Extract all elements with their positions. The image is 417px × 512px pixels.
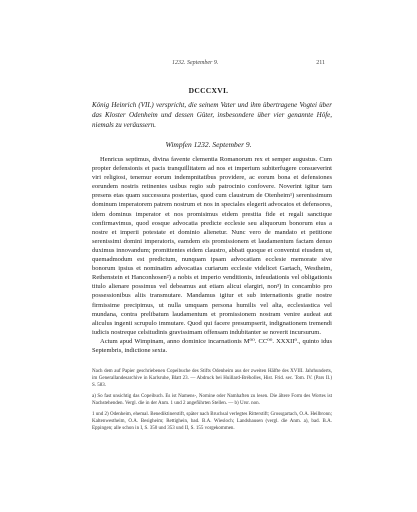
running-head-text: 1232. September 9. xyxy=(172,60,219,66)
footnotes xyxy=(92,368,332,436)
regest-summary: König Heinrich (VII.) verspricht, die seinem Vater und ihm übertragene Vogtei über das Kloster Odenheim und dessen Güter, insbesondere über vier genannte Höfe, niemals zu veräussern. xyxy=(92,101,332,129)
charter-text xyxy=(92,155,332,355)
charter-paragraph: Actum apud Wimpinam, anno dominice incarnationis M⁰⁰. CC⁰⁰. XXXII⁰., quinto idus Septembris, indictione sexta. xyxy=(92,337,332,354)
source-note: Nach dem auf Papier geschriebenen Copeibuche des Stifts Odenheim aus der zweiten Hälfte des XVIII. Jahrhunderts, im Generallandesarchive in Karlsruhe, Blatt 23. — Abdruck bei Huillard-Bréholles, Hist. Frid. sec. Tom. IV. (Pars II.) S. 583. xyxy=(92,369,332,388)
running-head xyxy=(92,60,325,70)
dateline: Wimpfen 1232. September 9. xyxy=(165,140,252,149)
footnote-text: a) So fast unsichtig das Copeibuch. Es ist Namens-, Nomine oder Namhaften zu lesen. Die ältere Form des Wortes ist Nachstehenden. Vergl. die in der Anm. 1 und 2 angeführten Stellen. — b) Ursr. non. xyxy=(92,394,332,406)
document-number: DCCCXVI. xyxy=(188,86,229,95)
charter-paragraph: Henricus septimus, divina favente clementia Romanorum rex et semper augustus. Cum propter defensionis et pacis tranquillitatem ad nos et imperium subiterfugere consueverint viri religiosi, tenemur eorum indempnitatibus providere, ac eorum bona et defensiones eorundem nostris retinentes usibus regio sub patrocinio confovere. Noverint igitur tam presens etas quam successura posteritas, quod cum claustrum de Otenheim¹) serenissimum dominum imperatorem patrem nostrum et nos in speciales elegerit advocatos et defensores, idem dominus imperator et nos promisimus eidem prestita fide et regali sanctique confirmavimus, quod eosque advocatia predicte ecclesie seu aliquorum bonorum eius a nostre et imperii potestate et dominio alienetur. Nunc vero de mandato et petitione serenissimi domini imperatoris, eamdem eis promissionem et laudamentum factam denuo duximus innovandum; promittentes eidem claustro, abbati quoque et conventui eiusdem ut, quemadmodum est predictum, nunquam ipsam advocatiam ecclesie memorate sive bonorum ipsius et nominatim advocatias curiarum ecclesie videlicet Gartach, Westheim, Rethenstein et Hanconhosen²) a nobis et imperio venditionis, infeudationis vel obligationis titulo alienare possimus vel debeamus aut etiam alicui elargiri, non³) in concambio pro possessionibus aliis transmutare. Mandamus igitur et sub internationis gratie nostre firmissime precipimus, ut nulla umquam persona humilis vel alta, ecclesiastica vel mundana, contra prelibatum laudamentum et promissionem nostram venire audeat aut aliculus ingenii scrupulo immutare. Quod qui facere presumpserit, indignationem tremendi iudicis nostreque celsitudinis gravissimam offensam indubitanter se noverit incursurum. xyxy=(92,156,332,336)
footnote-text: 1 und 2) Odenheim, ehemal. Benediktinerstift, später nach Bruchsal verlegtes Ritterstift; Grossgartach, O.A. Heilbronn; Kaltenwestheim, O.A. Besigheim; Rettighein, bad. B.A. Wiesloch; Landshausen (vergl. die Anm. a), bad. B.A. Eppingen; alle schon in I, S. 350 und 353 und II, S. 155 vorgekommen. xyxy=(92,412,332,431)
page-number: 211 xyxy=(316,60,325,66)
